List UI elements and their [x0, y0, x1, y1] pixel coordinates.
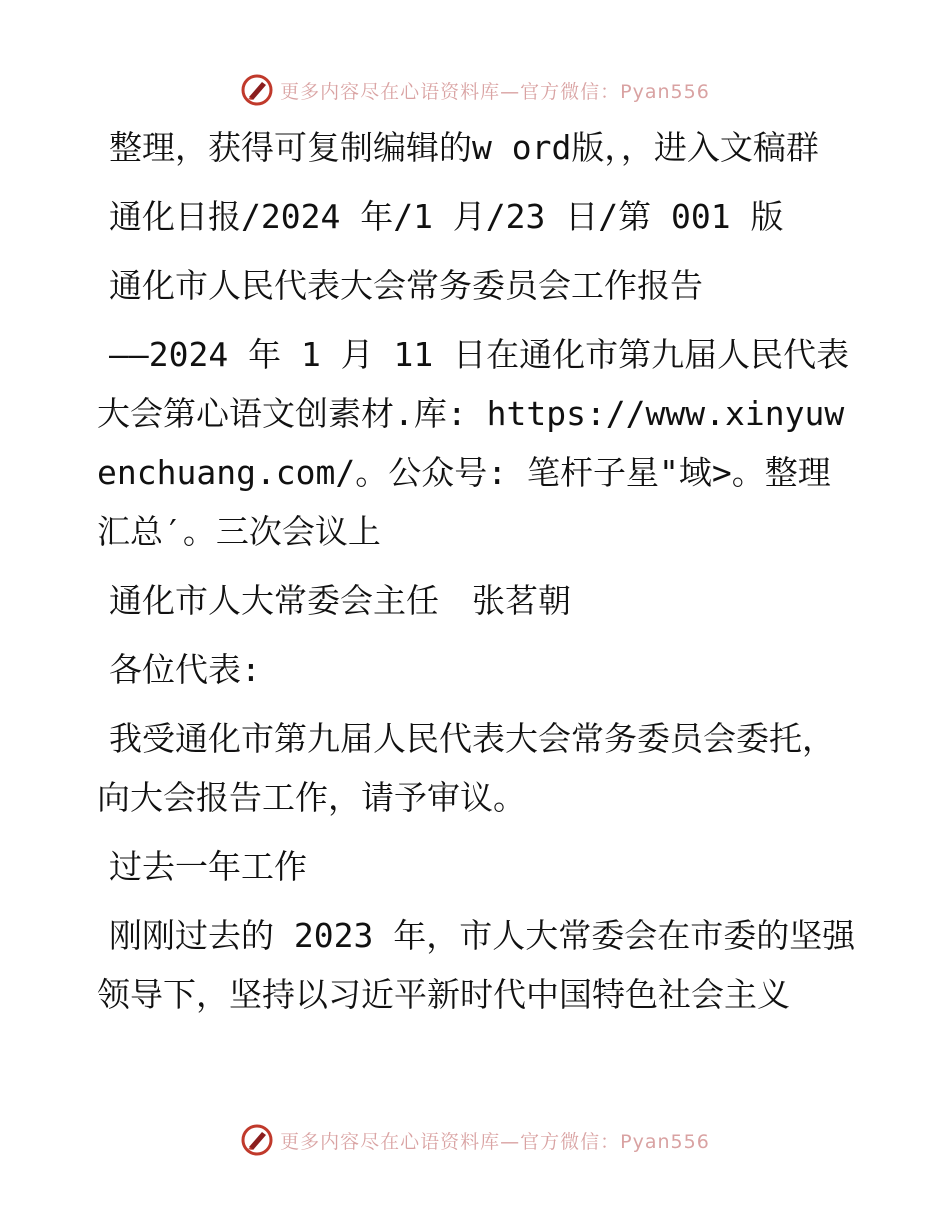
- paragraph-3: 通化市人民代表大会常务委员会工作报告: [109, 266, 703, 305]
- document-body: [97, 118, 857, 1034]
- paragraph-6: 各位代表:: [109, 650, 261, 689]
- paragraph-9: 刚刚过去的 2023 年，市人大常委会在市委的坚强领导下，坚持以习近平新时代中国特色社会主义: [97, 916, 856, 1014]
- paragraph-7: 我受通化市第九届人民代表大会常务委员会委托，向大会报告工作，请予审议。: [97, 719, 835, 817]
- header-banner: [0, 70, 950, 110]
- footer-banner-text: 更多内容尽在心语资料库—官方微信：Pyan556: [280, 1130, 710, 1153]
- paragraph-1: 整理，获得可复制编辑的w ord版，，进入文稿群: [109, 128, 819, 167]
- paragraph-2: 通化日报/2024 年/1 月/23 日/第 001 版: [109, 197, 784, 236]
- pen-swirl-logo-icon: [240, 1123, 274, 1157]
- header-banner-text: 更多内容尽在心语资料库—官方微信：Pyan556: [280, 80, 710, 103]
- paragraph-5: 通化市人大常委会主任 张茗朝: [109, 581, 571, 620]
- paragraph-8: 过去一年工作: [109, 847, 307, 886]
- pen-swirl-logo-icon: [240, 73, 274, 107]
- footer-banner: [0, 1120, 950, 1160]
- paragraph-4: ——2024 年 1 月 11 日在通化市第九届人民代表大会第心语文创素材.库: https://www.xinyuwenchuang.com/。公众号: 笔杆子星"域>。整理汇总′。三次会议上: [97, 335, 850, 551]
